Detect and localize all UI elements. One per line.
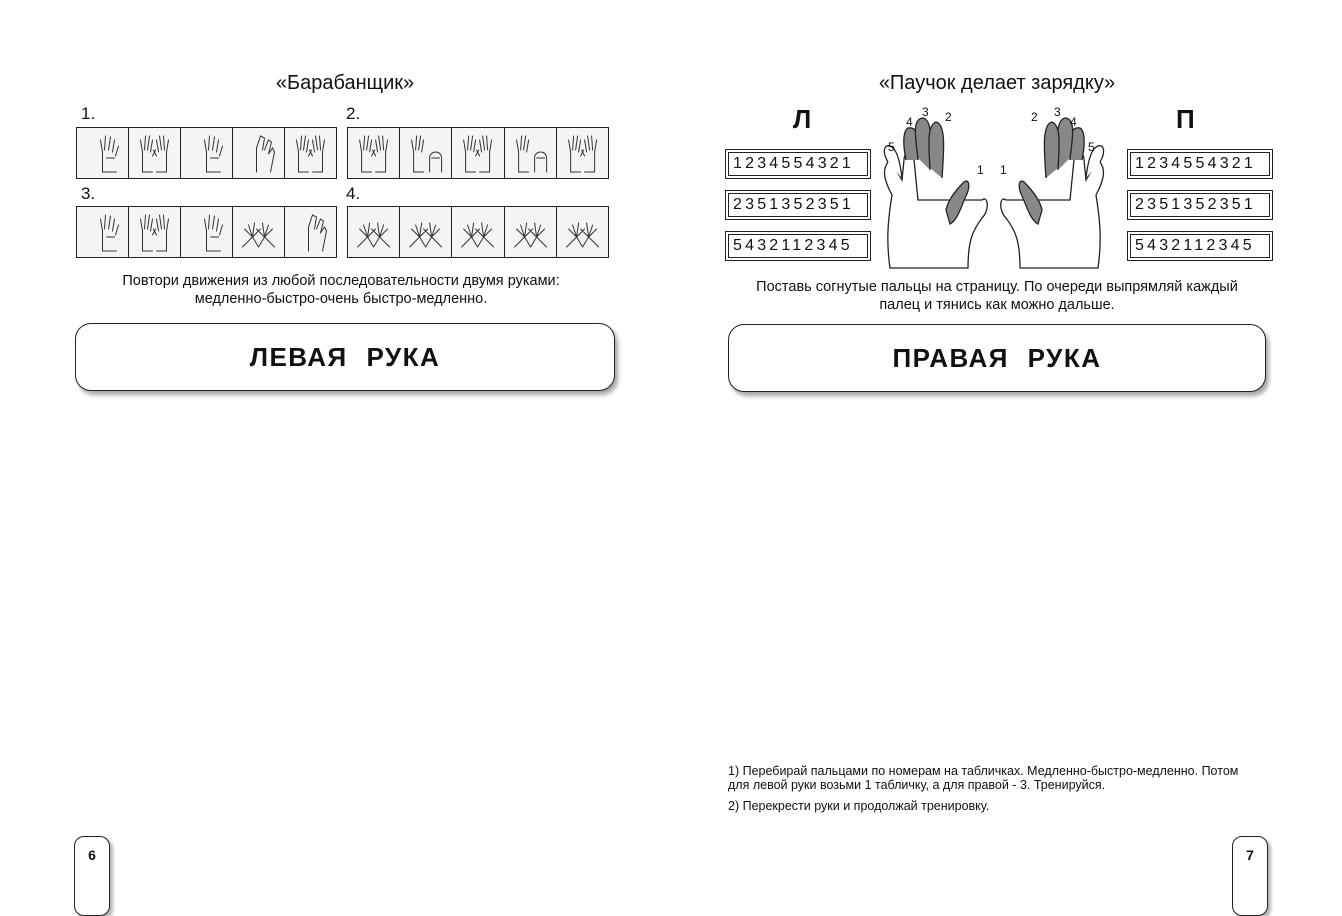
right-page (670, 0, 1342, 904)
finger-label-left-2: 2 (945, 110, 952, 124)
hand-pose-cell (557, 207, 608, 257)
open-palm-hands-icon (129, 128, 180, 178)
drummer-instructions (60, 272, 622, 308)
hand-pose-cell (452, 128, 504, 178)
hand-sequence-3 (76, 206, 337, 258)
open-palm-hands-icon (129, 207, 180, 257)
right-number-table-3: 5432112345 (1130, 234, 1270, 258)
left-hand-label: ЛЕВАЯ РУКА (75, 323, 615, 391)
hand-pose-cell (181, 207, 233, 257)
fist-and-palm-hands-icon (505, 128, 556, 178)
left-hand-drawing (884, 118, 987, 268)
page-number: 6 (88, 847, 96, 863)
sequence-3-label: 3. (81, 184, 96, 203)
finger-label-right-3: 3 (1054, 105, 1061, 119)
finger-label-left-1: 1 (977, 163, 984, 177)
finger-label-right-5: 5 (1088, 140, 1095, 154)
sequence-1-label: 1. (81, 104, 96, 123)
palm-side-hand-icon (233, 128, 284, 178)
hand-pose-cell (557, 128, 608, 178)
note-1-line-2: для левой руки возьми 1 табличку, а для правой - 3. Тренируйся. (728, 778, 1106, 792)
left-number-table-2: 2351352351 (728, 193, 868, 217)
flat-hands-icon (233, 207, 284, 257)
open-palm-hands-icon (348, 128, 399, 178)
note-1 (728, 764, 1288, 792)
caption-line-1: Повтори движения из любой последовательности двумя руками: (122, 273, 560, 289)
finger-label-right-4: 4 (1070, 115, 1077, 129)
left-number-table-3: 5432112345 (728, 234, 868, 258)
open-palm-hands-icon (285, 128, 336, 178)
finger-label-left-5: 5 (888, 140, 895, 154)
right-hand-letter: П (1176, 104, 1195, 134)
hand-pose-cell (285, 128, 336, 178)
left-hand-letter: Л (793, 104, 812, 134)
note-1-line-1: 1) Перебирай пальцами по номерам на табличках. Медленно-быстро-медленно. Потом (728, 764, 1239, 778)
hand-sequence-4 (347, 206, 609, 258)
hand-sequence-1 (76, 127, 337, 179)
hand-pose-cell (348, 128, 400, 178)
exercise-notes (728, 764, 1288, 820)
flat-hands-icon (348, 207, 399, 257)
note-2: 2) Перекрести руки и продолжай тренировку. (728, 799, 990, 813)
hand-pose-cell (233, 128, 285, 178)
hand-pose-cell (400, 207, 452, 257)
right-number-table-2: 2351352351 (1130, 193, 1270, 217)
hand-sequence-2 (347, 127, 609, 179)
palm-side-hand-icon (285, 207, 336, 257)
sequence-4-label: 4. (346, 184, 361, 203)
hand-pose-cell (129, 207, 181, 257)
flat-hands-icon (557, 207, 608, 257)
fist-and-palm-hands-icon (400, 128, 451, 178)
caption-line-2: палец и тянись как можно дальше. (879, 297, 1115, 313)
drummer-title: «Барабанщик» (275, 72, 415, 94)
palm-fist-hand-icon (181, 128, 232, 178)
spider-title: «Паучок делает зарядку» (878, 72, 1116, 94)
page-number: 7 (1246, 847, 1254, 863)
left-page (0, 0, 670, 904)
caption-line-2: медленно-быстро-очень быстро-медленно. (194, 291, 488, 307)
hand-pose-cell (348, 207, 400, 257)
palm-fist-hand-icon (181, 207, 232, 257)
sequence-2-label: 2. (346, 104, 361, 123)
hand-pose-cell (285, 207, 336, 257)
palm-fist-hand-icon (77, 128, 128, 178)
right-hand-label: ПРАВАЯ РУКА (728, 324, 1266, 392)
spider-instructions (720, 278, 1274, 314)
open-palm-hands-icon (452, 128, 503, 178)
hand-pose-cell (77, 207, 129, 257)
finger-label-right-2: 2 (1031, 110, 1038, 124)
flat-hands-icon (452, 207, 503, 257)
right-number-table-1: 1234554321 (1130, 152, 1270, 176)
page-number-tab-right (1232, 836, 1268, 916)
hand-pose-cell (129, 128, 181, 178)
hand-pose-cell (181, 128, 233, 178)
left-number-table-1: 1234554321 (728, 152, 868, 176)
hand-pose-cell (400, 128, 452, 178)
flat-hands-icon (505, 207, 556, 257)
open-palm-hands-icon (557, 128, 608, 178)
finger-label-left-4: 4 (906, 115, 913, 129)
hand-pose-cell (505, 207, 557, 257)
finger-label-right-1: 1 (1000, 163, 1007, 177)
hand-pose-cell (233, 207, 285, 257)
flat-hands-icon (400, 207, 451, 257)
caption-line-1: Поставь согнутые пальцы на страницу. По очереди выпрямляй каждый (756, 279, 1238, 295)
hand-pose-cell (452, 207, 504, 257)
palm-fist-hand-icon (77, 207, 128, 257)
finger-label-left-3: 3 (922, 105, 929, 119)
hand-pose-cell (77, 128, 129, 178)
hand-pose-cell (505, 128, 557, 178)
page-number-tab-left (74, 836, 110, 916)
